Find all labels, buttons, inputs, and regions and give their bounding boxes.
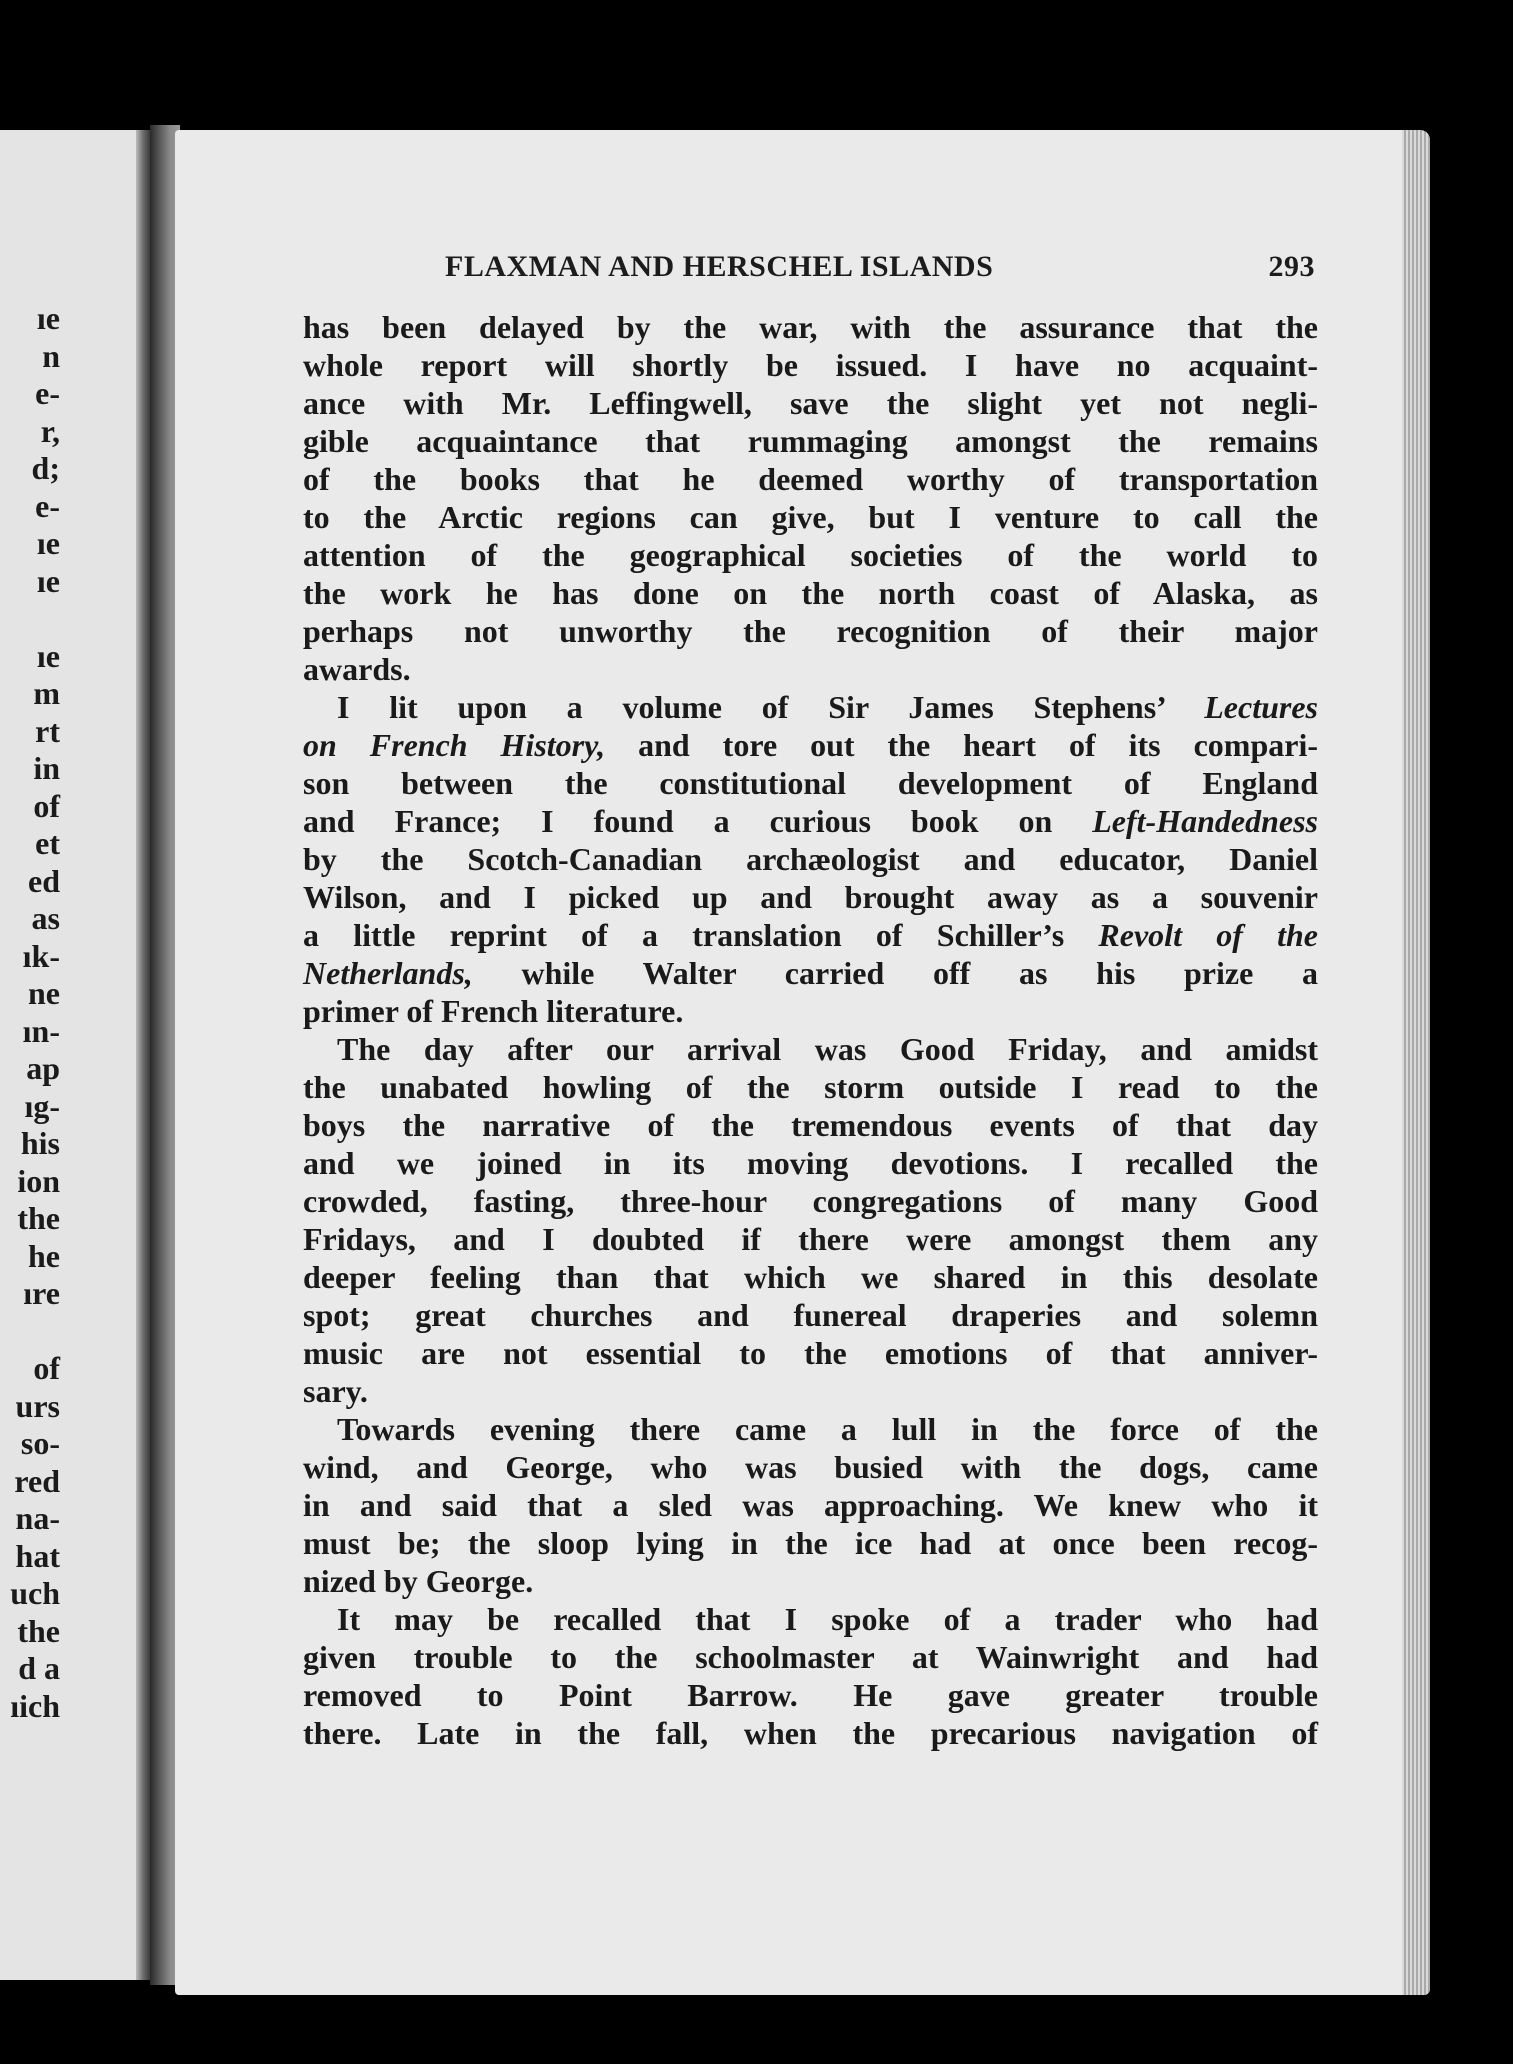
left-page-fragment: uch	[10, 1575, 60, 1611]
text-line: by the Scotch-Canadian archæologist and educator, Daniel	[303, 841, 1318, 877]
text-line: perhaps not unworthy the recognition of their major	[303, 613, 1318, 649]
left-page-fragment: et	[35, 825, 60, 861]
book-title: Lectures	[1204, 689, 1318, 725]
left-page-fragment: ıre	[23, 1275, 60, 1311]
book-title: Revolt of the	[1098, 917, 1319, 953]
left-page-fragment: e-	[35, 487, 60, 524]
text-line: a little reprint of a translation of Schiller’s Revolt of the	[303, 917, 1319, 953]
left-page-fragment: r,	[40, 412, 60, 449]
left-page-fragment: red	[14, 1462, 60, 1499]
left-page-fragment: of	[33, 1350, 60, 1386]
left-page-fragment: ıe	[36, 637, 60, 674]
left-page-fragment: as	[31, 900, 60, 936]
left-page-fragment: rt	[35, 712, 60, 749]
paragraph-2	[303, 688, 1318, 1030]
text-line: sary.	[303, 1373, 368, 1409]
text-line: the unabated howling of the storm outside I read to the	[303, 1069, 1318, 1105]
text-line: and France; I found a curious book on Left-Handedness	[303, 803, 1318, 839]
left-page-fragment: ın-	[22, 1012, 60, 1049]
left-page-fragment: na-	[15, 1500, 60, 1536]
left-page-fragment: ıich	[10, 1687, 60, 1724]
text-line: It may be recalled that I spoke of a trader who had	[337, 1601, 1318, 1637]
left-page-fragment: so-	[20, 1425, 60, 1461]
text-line: music are not essential to the emotions of that anniver-	[303, 1335, 1318, 1371]
text-line: whole report will shortly be issued. I have no acquaint-	[303, 347, 1318, 383]
text-line: attention of the geographical societies of the world to	[303, 537, 1318, 573]
text-line: and we joined in its moving devotions. I recalled the	[303, 1145, 1318, 1181]
right-page	[175, 130, 1430, 1995]
text-line: son between the constitutional development of England	[303, 765, 1318, 801]
left-page-fragment: his	[20, 1125, 60, 1161]
text-line: in and said that a sled was approaching. We knew who it	[303, 1487, 1318, 1523]
left-page-edge	[136, 130, 150, 1980]
paragraph-1	[303, 308, 1318, 688]
left-page-fragment: of	[33, 787, 60, 824]
page-number: 293	[1268, 250, 1315, 283]
left-page-fragment: ıe	[36, 300, 60, 336]
left-page-fragment: ık-	[22, 937, 60, 974]
text-line: on French History, and tore out the heart of its compari-	[303, 727, 1319, 763]
text-line: to the Arctic regions can give, but I venture to call the	[303, 499, 1318, 535]
left-page-fragment: e-	[35, 375, 60, 411]
text-line: given trouble to the schoolmaster at Wainwright and had	[303, 1639, 1318, 1675]
text-line: of the books that he deemed worthy of transportation	[303, 461, 1318, 497]
text-line: deeper feeling than that which we shared in this desolate	[303, 1259, 1318, 1295]
left-page-fragment: hat	[15, 1537, 60, 1574]
left-page-fragment: m	[33, 675, 60, 711]
running-head-title: FLAXMAN AND HERSCHEL ISLANDS	[445, 250, 994, 283]
left-page-fragment: ne	[28, 975, 60, 1011]
text-line: Towards evening there came a lull in the force of the	[337, 1411, 1318, 1447]
left-page-text-fragments	[0, 300, 60, 1725]
text-line: nized by George.	[303, 1563, 534, 1599]
text-line: primer of French literature.	[303, 993, 684, 1029]
text-line: I lit upon a volume of Sir James Stephens’ Lectures	[337, 689, 1318, 725]
left-page-fragment: he	[28, 1237, 60, 1274]
book-title: on French History,	[303, 727, 606, 763]
left-page-fragment: in	[33, 750, 60, 786]
paragraph-3	[303, 1030, 1318, 1410]
left-page-fragment	[0, 1313, 60, 1351]
paragraph-5	[303, 1600, 1318, 1752]
left-page-fragment	[0, 600, 60, 638]
left-page-fragment: ıe	[36, 525, 60, 561]
text-line: removed to Point Barrow. He gave greater trouble	[303, 1677, 1318, 1713]
left-page-fragment: ıe	[36, 562, 60, 599]
page-fore-edge	[1402, 130, 1430, 1995]
text-line: awards.	[303, 651, 411, 687]
text-line: spot; great churches and funereal draperies and solemn	[303, 1297, 1318, 1333]
left-page-fragment: urs	[15, 1387, 60, 1424]
text-line: Fridays, and I doubted if there were amongst them any	[303, 1221, 1318, 1257]
left-page-fragment: ion	[17, 1162, 60, 1199]
text-line: crowded, fasting, three-hour congregations of many Good	[303, 1183, 1318, 1219]
left-page-fragment: ed	[28, 862, 60, 899]
text-line: there. Late in the fall, when the precarious navigation of	[303, 1715, 1318, 1751]
left-page-fragment: d a	[18, 1650, 60, 1686]
left-page-fragment: ıg-	[24, 1087, 60, 1124]
text-line: must be; the sloop lying in the ice had at once been recog-	[303, 1525, 1318, 1561]
text-line: wind, and George, who was busied with the dogs, came	[303, 1449, 1318, 1485]
text-line: Wilson, and I picked up and brought away as a souvenir	[303, 879, 1318, 915]
paragraph-4	[303, 1410, 1318, 1600]
text-line: gible acquaintance that rummaging amongst the remains	[303, 423, 1318, 459]
left-page-fragment: the	[17, 1200, 60, 1236]
body-text	[303, 308, 1318, 1752]
text-line: boys the narrative of the tremendous events of that day	[303, 1107, 1318, 1143]
left-page-fragment: n	[42, 337, 60, 374]
text-line: ance with Mr. Leffingwell, save the slight yet not negli-	[303, 385, 1318, 421]
text-line: Netherlands, while Walter carried off as his prize a	[303, 955, 1318, 991]
left-page-fragment: ap	[26, 1050, 60, 1086]
left-page-fragment: d;	[31, 450, 60, 486]
left-page-fragment: the	[17, 1612, 60, 1649]
text-line: the work he has done on the north coast of Alaska, as	[303, 575, 1318, 611]
book-title: Netherlands,	[303, 955, 473, 991]
book-title: Left-Handedness	[1092, 803, 1318, 839]
left-page	[0, 130, 150, 1980]
text-line: The day after our arrival was Good Friday, and amidst	[337, 1031, 1318, 1067]
text-line: has been delayed by the war, with the assurance that the	[303, 309, 1318, 345]
